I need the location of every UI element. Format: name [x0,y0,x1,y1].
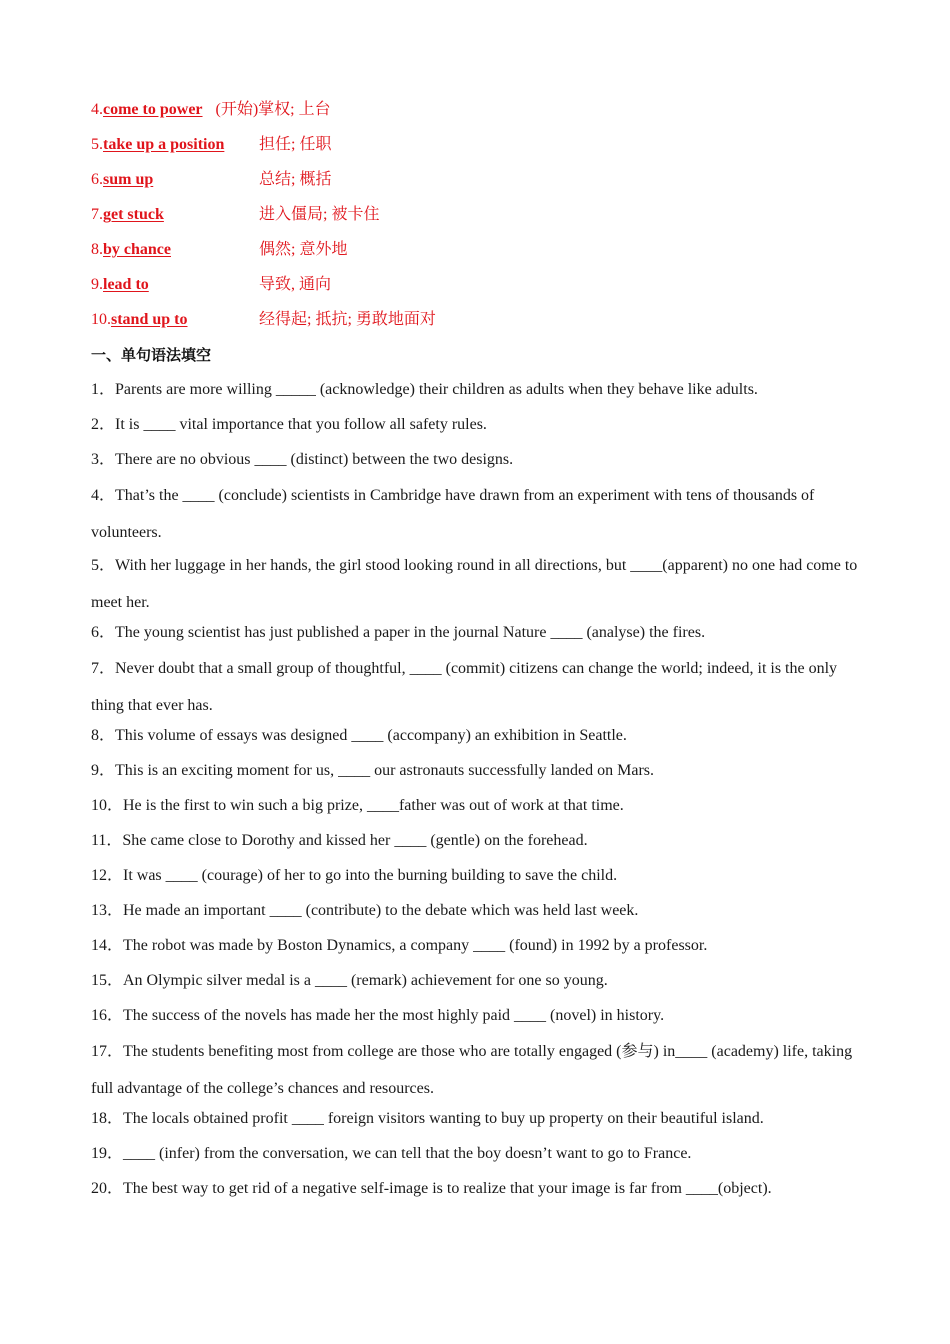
phrase-meaning: 偶然; 意外地 [259,241,348,258]
phrase-meaning: (开始)掌权; 上台 [215,101,331,118]
phrase-item [91,236,861,271]
section-title: 一、单句语法填空 [91,346,212,364]
phrase-number: 10. [91,311,111,328]
question-list [91,376,861,1210]
phrase-item [91,131,861,166]
phrase-meaning: 经得起; 抵抗; 勇敢地面对 [259,311,436,328]
phrase-term: get stuck [103,206,164,223]
phrase-number: 8. [91,241,103,258]
question-item: 11．She came close to Dorothy and kissed her ____ (gentle) on the forehead. [91,832,588,849]
question-item: 2．It is ____ vital importance that you follow all safety rules. [91,416,487,433]
phrase-term: sum up [103,171,154,188]
question-item: 16．The success of the novels has made her the most highly paid ____ (novel) in history. [91,1007,665,1024]
question-item: 7．Never doubt that a small group of thoughtful, ____ (commit) citizens can change the world; indeed, it is the only thing that ever has. [91,660,838,714]
question-item: 5．With her luggage in her hands, the girl stood looking round in all directions, but ____(apparent) no one had come to meet her. [91,557,858,611]
phrase-item [91,271,861,306]
question-item: 15．An Olympic silver medal is a ____ (remark) achievement for one so young. [91,972,608,989]
question-item: 4．That’s the ____ (conclude) scientists in Cambridge have drawn from an experiment with tens of thousands of volunteers. [91,487,815,541]
question-item: 18．The locals obtained profit ____ foreign visitors wanting to buy up property on their beautiful island. [91,1110,764,1127]
phrase-number: 9. [91,276,103,293]
question-item: 10．He is the first to win such a big prize, ____father was out of work at that time. [91,797,624,814]
question-item: 13．He made an important ____ (contribute) to the debate which was held last week. [91,902,639,919]
phrase-term: take up a position [103,136,225,153]
phrase-meaning: 导致, 通向 [259,276,332,293]
phrase-term: come to power [103,101,203,118]
phrase-item [91,96,861,131]
question-item: 19．____ (infer) from the conversation, we can tell that the boy doesn’t want to go to France. [91,1145,692,1162]
question-item: 9．This is an exciting moment for us, ____ our astronauts successfully landed on Mars. [91,762,655,779]
phrase-meaning: 进入僵局; 被卡住 [259,206,380,223]
phrase-item [91,201,861,236]
question-item: 6．The young scientist has just published a paper in the journal Nature ____ (analyse) the fires. [91,624,706,641]
phrase-term: by chance [103,241,171,258]
phrase-list [91,96,861,341]
phrase-item [91,166,861,201]
question-item: 14．The robot was made by Boston Dynamics, a company ____ (found) in 1992 by a professor. [91,937,708,954]
question-item: 17．The students benefiting most from college are those who are totally engaged (参与) in____ (academy) life, taking full advantage of the college’s chances and resources. [91,1043,853,1097]
question-item: 12．It was ____ (courage) of her to go into the burning building to save the child. [91,867,618,884]
phrase-number: 4. [91,101,103,118]
phrase-number: 7. [91,206,103,223]
question-item: 3．There are no obvious ____ (distinct) between the two designs. [91,451,514,468]
phrase-item [91,306,861,341]
question-item: 1．Parents are more willing _____ (acknowledge) their children as adults when they behave like adults. [91,381,758,398]
question-item: 8．This volume of essays was designed ____ (accompany) an exhibition in Seattle. [91,727,627,744]
question-item: 20．The best way to get rid of a negative self-image is to realize that your image is far from ____(object). [91,1180,772,1197]
phrase-meaning: 担任; 任职 [259,136,332,153]
phrase-term: stand up to [111,311,188,328]
phrase-number: 6. [91,171,103,188]
phrase-meaning: 总结; 概括 [259,171,332,188]
phrase-term: lead to [103,276,149,293]
document-page [91,96,861,1210]
phrase-number: 5. [91,136,103,153]
